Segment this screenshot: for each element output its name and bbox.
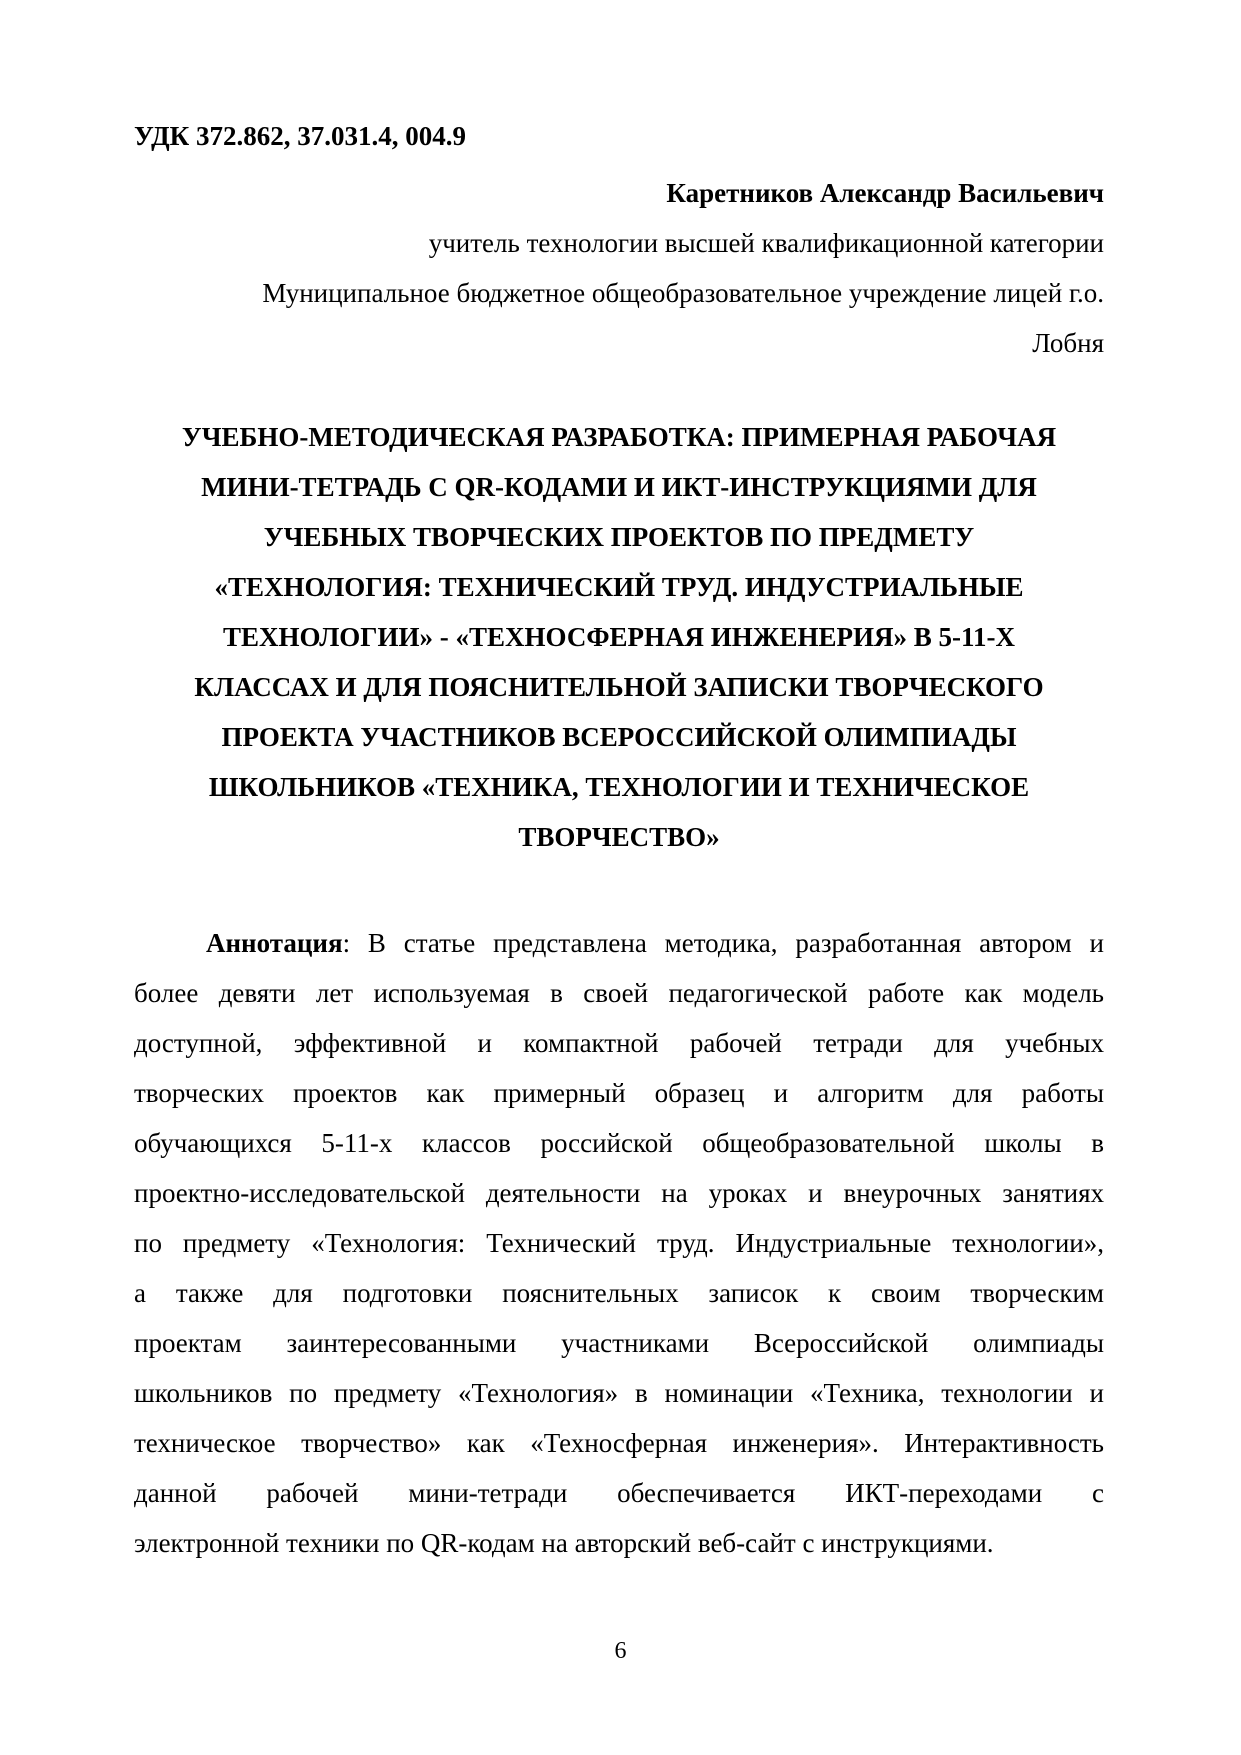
abstract-label: Аннотация (206, 928, 343, 958)
title-line: ТЕХНОЛОГИИ» - «ТЕХНОСФЕРНАЯ ИНЖЕНЕРИЯ» В 5-11-Х (223, 622, 1015, 652)
abstract-line: техническое творчество» как «Техносферная инженерия». Интерактивность (134, 1428, 1104, 1458)
abstract-line: электронной техники по QR-кодам на авторский веб-сайт с инструкциями. (134, 1528, 994, 1558)
article-title (134, 412, 1104, 862)
abstract-line: более девяти лет используемая в своей педагогической работе как модель (134, 978, 1104, 1008)
abstract-line: обучающихся 5-11-х классов российской общеобразовательной школы в (134, 1128, 1104, 1158)
abstract-paragraph (134, 918, 1104, 1568)
title-line: УЧЕБНЫХ ТВОРЧЕСКИХ ПРОЕКТОВ ПО ПРЕДМЕТУ (263, 522, 975, 552)
title-line: МИНИ-ТЕТРАДЬ С QR-КОДАМИ И ИКТ-ИНСТРУКЦИЯМИ ДЛЯ (201, 472, 1037, 502)
author-institution-city: Лобня (1032, 328, 1104, 358)
title-line: ПРОЕКТА УЧАСТНИКОВ ВСЕРОССИЙСКОЙ ОЛИМПИАДЫ (221, 722, 1017, 752)
abstract-line: проектам заинтересованными участниками Всероссийской олимпиады (134, 1328, 1104, 1358)
abstract-line: творческих проектов как примерный образец и алгоритм для работы (134, 1078, 1104, 1108)
udk-code: УДК 372.862, 37.031.4, 004.9 (134, 121, 466, 151)
abstract-line: а также для подготовки пояснительных записок к своим творческим (134, 1278, 1104, 1308)
title-line: «ТЕХНОЛОГИЯ: ТЕХНИЧЕСКИЙ ТРУД. ИНДУСТРИАЛЬНЫЕ (214, 572, 1024, 602)
abstract-first-line-text: : В статье представлена методика, разработанная автором и (342, 928, 1104, 958)
abstract-line (134, 918, 1104, 968)
author-block (134, 168, 1104, 368)
abstract-line: по предмету «Технология: Технический труд. Индустриальные технологии», (134, 1228, 1104, 1258)
page-number: 6 (614, 1638, 627, 1664)
abstract-line: проектно-исследовательской деятельности на уроках и внеурочных занятиях (134, 1178, 1104, 1208)
abstract-line: данной рабочей мини-тетради обеспечивается ИКТ-переходами с (134, 1478, 1104, 1508)
title-line: ШКОЛЬНИКОВ «ТЕХНИКА, ТЕХНОЛОГИИ И ТЕХНИЧЕСКОЕ (208, 772, 1030, 802)
author-name: Каретников Александр Васильевич (666, 178, 1104, 208)
abstract-line: школьников по предмету «Технология» в номинации «Техника, технологии и (134, 1378, 1104, 1408)
title-line: ТВОРЧЕСТВО» (518, 822, 720, 852)
title-line: УЧЕБНО-МЕТОДИЧЕСКАЯ РАЗРАБОТКА: ПРИМЕРНАЯ РАБОЧАЯ (181, 422, 1057, 452)
title-line: КЛАССАХ И ДЛЯ ПОЯСНИТЕЛЬНОЙ ЗАПИСКИ ТВОРЧЕСКОГО (194, 672, 1044, 702)
abstract-line: доступной, эффективной и компактной рабочей тетради для учебных (134, 1028, 1104, 1058)
author-institution: Муниципальное бюджетное общеобразовательное учреждение лицей г.о. (262, 278, 1104, 308)
author-position: учитель технологии высшей квалификационной категории (428, 228, 1104, 258)
